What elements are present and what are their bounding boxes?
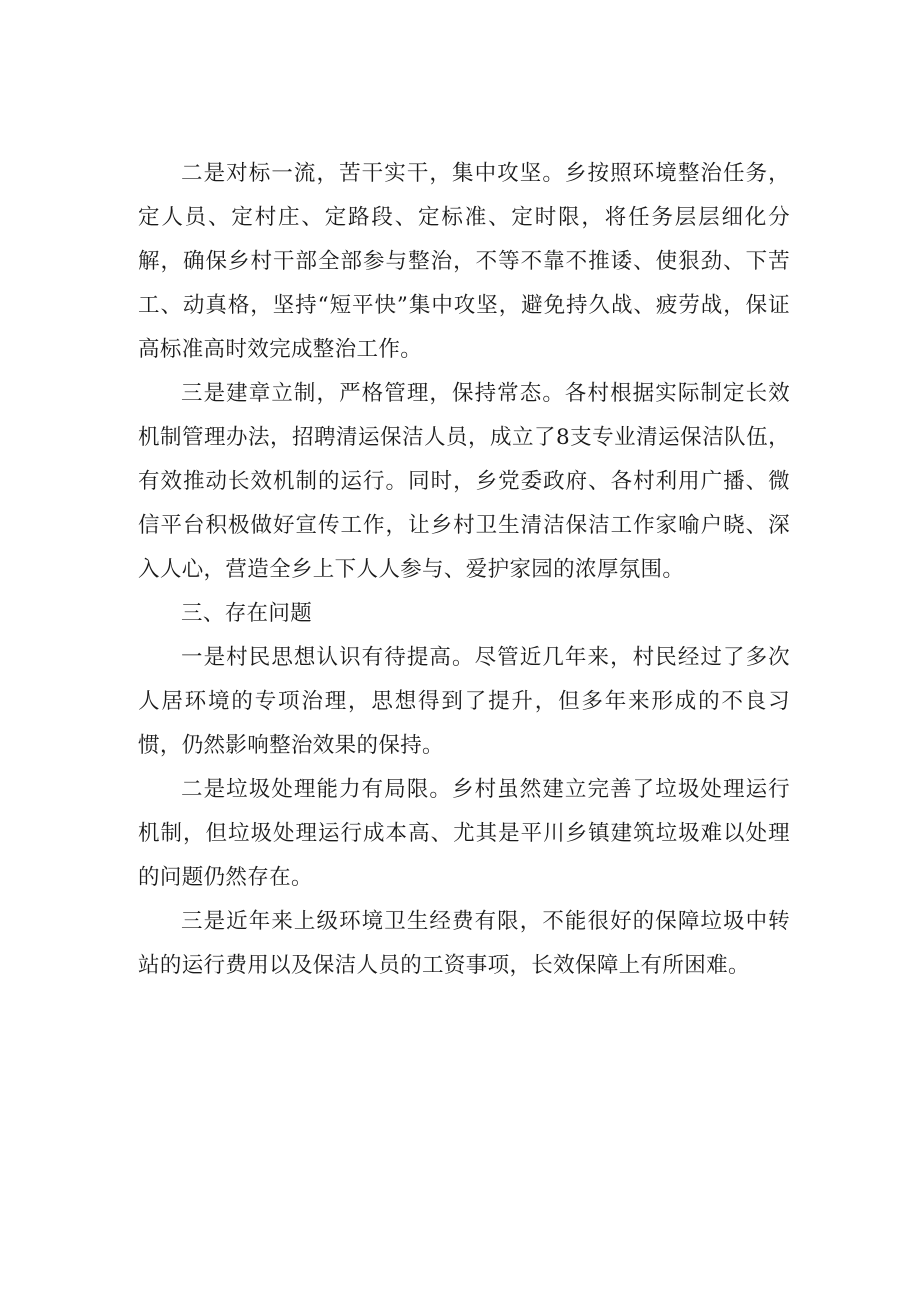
paragraph-waste-capacity: 二是垃圾处理能力有局限。乡村虽然建立完善了垃圾处理运行机制，但垃圾处理运行成本高、尤其是平川乡镇建筑垃圾难以处理的问题仍然存在。 [138, 777, 790, 890]
paragraph-villager-awareness: 一是村民思想认识有待提高。尽管近几年来，村民经过了多次人居环境的专项治理，思想得到了提升，但多年来形成的不良习惯，仍然影响整治效果的保持。 [138, 645, 790, 758]
paragraph-regulations: 三是建章立制，严格管理，保持常态。各村根据实际制定长效机制管理办法，招聘清运保洁人员，成立了8支专业清运保洁队伍，有效推动长效机制的运行。同时，乡党委政府、各村利用广播、微信平台积极做好宣传工作，让乡村卫生清洁保洁工作家喻户晓、深入人心，营造全乡上下人人参与、爱护家园的浓厚氛围。 [138, 381, 790, 582]
paragraph-benchmark-work: 二是对标一流，苦干实干，集中攻坚。乡按照环境整治任务，定人员、定村庄、定路段、定标准、定时限，将任务层层细化分解，确保乡村干部全部参与整治，不等不靠不推诿、使狠劲、下苦工、动真格，坚持“短平快”集中攻坚，避免持久战、疲劳战，保证高标准高时效完成整治工作。 [138, 161, 790, 362]
paragraph-funding: 三是近年来上级环境卫生经费有限，不能很好的保障垃圾中转站的运行费用以及保洁人员的工资事项，长效保障上有所困难。 [138, 909, 790, 978]
document-body [138, 152, 790, 988]
section-heading-problems: 三、存在问题 [181, 601, 313, 626]
